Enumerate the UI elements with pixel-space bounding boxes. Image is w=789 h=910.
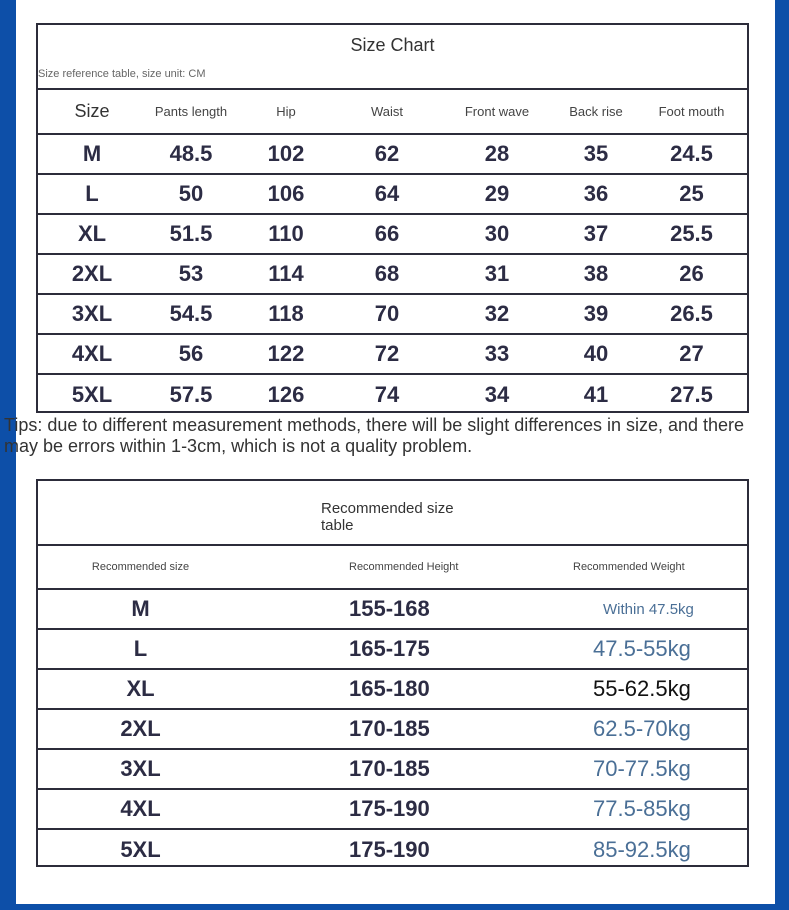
cell-size: L — [85, 181, 99, 206]
cell-foot-mouth: 25 — [679, 181, 704, 206]
recommended-row — [38, 630, 747, 670]
cell-recommended-height: 165-180 — [349, 676, 430, 701]
cell-size: 2XL — [71, 261, 113, 286]
recommended-row — [38, 790, 747, 830]
cell-waist: 66 — [374, 221, 400, 246]
recommended-row — [38, 710, 747, 750]
recommended-header-row — [38, 546, 747, 590]
cell-recommended-height: 170-185 — [349, 756, 430, 781]
frame-bottom-border — [0, 904, 789, 910]
cell-waist: 70 — [374, 301, 400, 326]
cell-hip: 106 — [267, 181, 305, 206]
cell-size: 3XL — [71, 301, 113, 326]
header-recommended-size: Recommended size — [91, 561, 190, 573]
size-chart-title-row — [38, 25, 747, 90]
cell-size: 4XL — [71, 341, 113, 366]
cell-size: M — [82, 141, 102, 166]
cell-hip: 118 — [268, 301, 304, 326]
size-chart-row — [38, 175, 747, 215]
cell-recommended-size: 2XL — [120, 716, 161, 741]
cell-recommended-size: XL — [126, 676, 155, 701]
cell-waist: 74 — [374, 382, 400, 407]
cell-foot-mouth: 27 — [679, 341, 704, 366]
cell-waist: 62 — [374, 141, 400, 166]
cell-pants-length: 50 — [178, 181, 204, 206]
cell-front-wave: 28 — [484, 141, 510, 166]
cell-pants-length: 48.5 — [169, 141, 213, 166]
cell-foot-mouth: 24.5 — [670, 141, 713, 166]
cell-recommended-weight: 55-62.5kg — [593, 676, 691, 701]
header-back-rise: Back rise — [569, 104, 623, 119]
cell-foot-mouth: 26 — [679, 261, 704, 286]
header-pants-length: Pants length — [154, 104, 228, 119]
header-hip: Hip — [276, 104, 296, 119]
cell-recommended-size: 4XL — [120, 796, 161, 821]
cell-back-rise: 36 — [583, 181, 609, 206]
cell-pants-length: 53 — [178, 261, 204, 286]
cell-pants-length: 51.5 — [169, 221, 213, 246]
cell-back-rise: 41 — [583, 382, 609, 407]
cell-recommended-size: M — [131, 596, 150, 621]
cell-front-wave: 30 — [484, 221, 510, 246]
size-chart-table — [36, 23, 749, 413]
cell-back-rise: 39 — [583, 301, 609, 326]
header-foot-mouth: Foot mouth — [658, 104, 725, 119]
size-chart-row — [38, 295, 747, 335]
cell-recommended-height: 175-190 — [349, 796, 430, 821]
header-waist: Waist — [370, 104, 404, 119]
size-chart-subtitle: Size reference table, size unit: CM — [38, 68, 206, 80]
header-size: Size — [74, 101, 110, 121]
cell-recommended-height: 155-168 — [349, 596, 430, 621]
recommended-title-row — [38, 481, 747, 546]
cell-recommended-size: L — [133, 636, 148, 661]
cell-back-rise: 40 — [583, 341, 609, 366]
cell-back-rise: 38 — [583, 261, 609, 286]
recommended-row — [38, 830, 747, 870]
size-chart-title: Size Chart — [350, 35, 435, 55]
cell-recommended-weight: 62.5-70kg — [593, 716, 691, 741]
cell-recommended-weight: 85-92.5kg — [593, 837, 691, 862]
cell-back-rise: 37 — [583, 221, 609, 246]
cell-recommended-weight: Within 47.5kg — [603, 600, 694, 618]
cell-recommended-height: 165-175 — [349, 636, 430, 661]
cell-pants-length: 56 — [178, 341, 204, 366]
cell-hip: 126 — [267, 382, 305, 407]
cell-front-wave: 32 — [484, 301, 510, 326]
size-chart-row — [38, 135, 747, 175]
cell-front-wave: 34 — [484, 382, 510, 407]
size-chart-row — [38, 215, 747, 255]
cell-waist: 72 — [374, 341, 400, 366]
cell-hip: 102 — [267, 141, 305, 166]
size-chart-row — [38, 255, 747, 295]
cell-foot-mouth: 26.5 — [670, 301, 713, 326]
cell-hip: 122 — [267, 341, 305, 366]
frame-right-border — [775, 0, 789, 910]
cell-front-wave: 33 — [484, 341, 510, 366]
tips-text: Tips: due to different measurement methods, there will be slight differences in size, and there may be errors within 1-3cm, which is not a quality problem. — [4, 415, 745, 456]
cell-recommended-size: 5XL — [120, 837, 161, 862]
cell-waist: 64 — [374, 181, 400, 206]
cell-back-rise: 35 — [583, 141, 609, 166]
header-recommended-height: Recommended Height — [349, 561, 459, 573]
recommended-row — [38, 670, 747, 710]
cell-pants-length: 57.5 — [169, 382, 213, 407]
cell-front-wave: 31 — [484, 261, 510, 286]
cell-recommended-weight: 77.5-85kg — [593, 796, 691, 821]
cell-recommended-height: 175-190 — [349, 837, 430, 862]
recommended-size-table — [36, 479, 749, 867]
size-chart-row — [38, 335, 747, 375]
cell-size: XL — [77, 221, 107, 246]
cell-recommended-weight: 70-77.5kg — [593, 756, 691, 781]
cell-recommended-height: 170-185 — [349, 716, 430, 741]
header-front-wave: Front wave — [464, 104, 530, 119]
cell-foot-mouth: 25.5 — [670, 221, 713, 246]
recommended-row — [38, 750, 747, 790]
cell-pants-length: 54.5 — [169, 301, 213, 326]
cell-waist: 68 — [374, 261, 400, 286]
cell-recommended-weight: 47.5-55kg — [593, 636, 691, 661]
cell-foot-mouth: 27.5 — [670, 382, 713, 407]
recommended-title: Recommended size table — [321, 500, 454, 534]
cell-hip: 114 — [268, 261, 304, 286]
header-recommended-weight: Recommended Weight — [573, 561, 685, 573]
recommended-row — [38, 590, 747, 630]
size-chart-row — [38, 375, 747, 415]
size-chart-header-row — [38, 90, 747, 135]
cell-size: 5XL — [71, 382, 113, 407]
cell-hip: 110 — [268, 221, 304, 246]
cell-recommended-size: 3XL — [120, 756, 161, 781]
cell-front-wave: 29 — [484, 181, 510, 206]
